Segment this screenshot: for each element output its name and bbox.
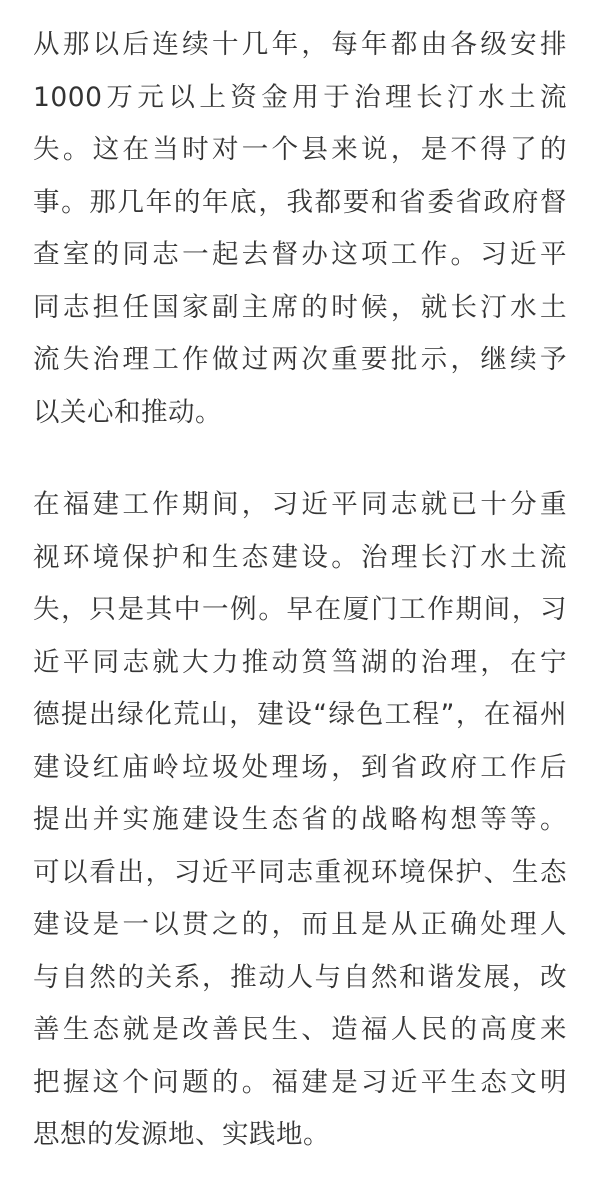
- paragraph-2: [33, 479, 567, 1162]
- text-line: 把握这个问题的。福建是习近平生态文明: [33, 1066, 567, 1098]
- text-line: 视环境保护和生态建设。治理长汀水土流: [33, 541, 567, 573]
- text-line: 建设是一以贯之的，而且是从正确处理人: [33, 909, 567, 940]
- text-line: 在福建工作期间，习近平同志就已十分重: [33, 489, 567, 520]
- text-line: 查室的同志一起去督办这项工作。习近平: [33, 239, 567, 270]
- text-line: 建设红庙岭垃圾处理场，到省政府工作后: [33, 751, 567, 783]
- text-line: 从那以后连续十几年，每年都由各级安排: [33, 29, 567, 60]
- text-line: 提出并实施建设生态省的战略构想等等。: [33, 804, 567, 835]
- text-line: 可以看出，习近平同志重视环境保护、生态: [33, 856, 567, 888]
- text-line: 失，只是其中一例。早在厦门工作期间，习: [33, 594, 567, 625]
- text-line: 失。这在当时对一个县来说，是不得了的: [33, 134, 567, 165]
- text-line: 流失治理工作做过两次重要批示，继续予: [33, 344, 567, 375]
- text-line: 德提出绿化荒山，建设“绿色工程”，在福州: [33, 699, 567, 730]
- text-line: 以关心和推动。: [33, 396, 222, 428]
- text-line: 事。那几年的年底，我都要和省委省政府督: [33, 186, 567, 218]
- text-line: 近平同志就大力推动筼筜湖的治理，在宁: [33, 646, 567, 678]
- text-line: 1000万元以上资金用于治理长汀水土流: [33, 81, 567, 113]
- paragraph-1: [33, 19, 567, 439]
- text-line: 与自然的关系，推动人与自然和谐发展，改: [33, 961, 567, 993]
- text-line: 思想的发源地、实践地。: [33, 1119, 330, 1150]
- text-line: 善生态就是改善民生、造福人民的高度来: [33, 1014, 567, 1045]
- text-line: 同志担任国家副主席的时候，就长汀水土: [33, 291, 567, 323]
